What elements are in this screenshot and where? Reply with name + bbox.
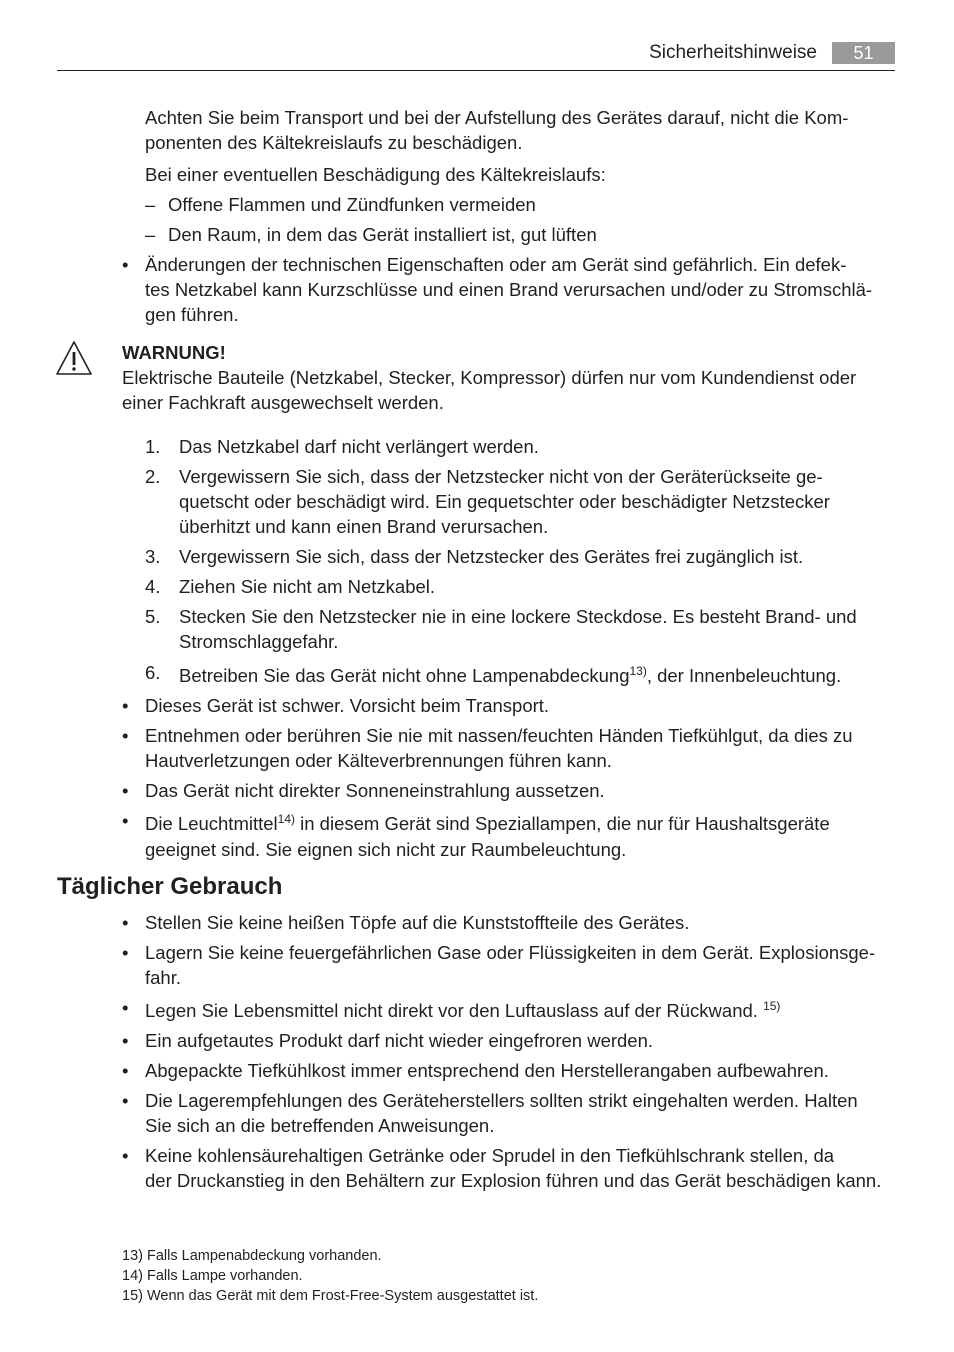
bullet-1-line-2: tes Netzkabel kann Kurzschlüsse und einen Brand verursachen und/oder zu Stromschlä-	[145, 279, 873, 300]
daily-bullet-7-line-1: Keine kohlensäurehaltigen Getränke oder Sprudel in den Tiefkühlschrank stellen, da	[145, 1145, 835, 1166]
bullet-marker: •	[122, 254, 129, 275]
numbered-item-5-line-1: Stecken Sie den Netzstecker nie in eine lockere Steckdose. Es besteht Brand- und	[179, 606, 857, 627]
bullet-5-line-2: geeignet sind. Sie eignen sich nicht zur Raumbeleuchtung.	[145, 839, 627, 860]
daily-bullet-7-line-2: der Druckanstieg in den Behältern zur Explosion führen und das Gerät beschädigen kann.	[145, 1170, 882, 1191]
bullet-3-line-2: Hautverletzungen oder Kälteverbrennungen führen kann.	[145, 750, 612, 771]
numbered-item-3: Vergewissern Sie sich, dass der Netzstecker des Gerätes frei zugänglich ist.	[179, 546, 804, 567]
bullet-marker: •	[122, 810, 129, 831]
numbered-item-2-line-2: quetscht oder beschädigt wird. Ein gequetschter oder beschädigter Netzstecker	[179, 491, 830, 512]
dash-marker: –	[145, 194, 156, 215]
footnote-15: 15) Wenn das Gerät mit dem Frost-Free-System ausgestattet ist.	[122, 1288, 539, 1304]
bullet-1-line-1: Änderungen der technischen Eigenschaften oder am Gerät sind gefährlich. Ein defek-	[145, 254, 847, 275]
bullet-5-text-end: in diesem Gerät sind Speziallampen, die nur für Haushaltsgeräte	[295, 813, 830, 834]
bullet-marker: •	[122, 780, 129, 801]
daily-bullet-6-line-1: Die Lagerempfehlungen des Geräteherstellers sollten strikt eingehalten werden. Halten	[145, 1090, 858, 1111]
list-number: 3.	[145, 546, 161, 567]
bullet-marker: •	[122, 1060, 129, 1081]
intro-line-2: ponenten des Kältekreislaufs zu beschädigen.	[145, 132, 523, 153]
daily-bullet-4: Ein aufgetautes Produkt darf nicht wieder eingefroren werden.	[145, 1030, 654, 1051]
bullet-1-line-3: gen führen.	[145, 304, 239, 325]
daily-bullet-5: Abgepackte Tiefkühlkost immer entsprechend den Herstellerangaben aufbewahren.	[145, 1060, 829, 1081]
numbered-item-6	[179, 663, 841, 688]
intro-paragraph-2: Bei einer eventuellen Beschädigung des Kältekreislaufs:	[145, 164, 606, 185]
bullet-5-line-1	[145, 811, 830, 836]
bullet-marker: •	[122, 912, 129, 933]
page-number: 51	[832, 42, 895, 64]
daily-bullet-6-line-2: Sie sich an die betreffenden Anweisungen.	[145, 1115, 495, 1136]
numbered-item-2-line-3: überhitzt und kann einen Brand verursachen.	[179, 516, 549, 537]
warning-line-1: Elektrische Bauteile (Netzkabel, Stecker, Kompressor) dürfen nur vom Kundendienst oder	[122, 367, 857, 388]
warning-title: WARNUNG!	[122, 342, 226, 363]
intro-line-1: Achten Sie beim Transport und bei der Aufstellung des Gerätes darauf, nicht die Kom-	[145, 107, 849, 128]
warning-triangle-icon	[55, 340, 93, 376]
numbered-item-4: Ziehen Sie nicht am Netzkabel.	[179, 576, 436, 597]
footnote-14: 14) Falls Lampe vorhanden.	[122, 1268, 303, 1284]
bullet-marker: •	[122, 1030, 129, 1051]
list-number: 5.	[145, 606, 161, 627]
page-header	[57, 40, 895, 71]
dash-item-1: Offene Flammen und Zündfunken vermeiden	[168, 194, 536, 215]
numbered-item-6-text: Betreiben Sie das Gerät nicht ohne Lampenabdeckung	[179, 665, 630, 686]
header-title: Sicherheitshinweise	[649, 42, 817, 63]
numbered-item-5-line-2: Stromschlaggefahr.	[179, 631, 339, 652]
bullet-marker: •	[122, 695, 129, 716]
daily-bullet-2-line-2: fahr.	[145, 967, 181, 988]
bullet-marker: •	[122, 942, 129, 963]
bullet-2: Dieses Gerät ist schwer. Vorsicht beim Transport.	[145, 695, 550, 716]
bullet-marker: •	[122, 997, 129, 1018]
footnote-13: 13) Falls Lampenabdeckung vorhanden.	[122, 1248, 382, 1264]
bullet-3-line-1: Entnehmen oder berühren Sie nie mit nassen/feuchten Händen Tiefkühlgut, da dies zu	[145, 725, 853, 746]
daily-bullet-3-text: Legen Sie Lebensmittel nicht direkt vor den Luftauslass auf der Rückwand.	[145, 1000, 764, 1021]
list-number: 4.	[145, 576, 161, 597]
bullet-marker: •	[122, 1090, 129, 1111]
daily-bullet-3	[145, 998, 780, 1023]
dash-item-2: Den Raum, in dem das Gerät installiert ist, gut lüften	[168, 224, 597, 245]
bullet-4: Das Gerät nicht direkter Sonneneinstrahlung aussetzen.	[145, 780, 605, 801]
bullet-marker: •	[122, 1145, 129, 1166]
list-number: 6.	[145, 662, 161, 683]
daily-bullet-1: Stellen Sie keine heißen Töpfe auf die Kunststoffteile des Gerätes.	[145, 912, 690, 933]
numbered-item-1: Das Netzkabel darf nicht verlängert werden.	[179, 436, 539, 457]
bullet-5-text: Die Leuchtmittel	[145, 813, 278, 834]
bullet-marker: •	[122, 725, 129, 746]
warning-line-2: einer Fachkraft ausgewechselt werden.	[122, 392, 444, 413]
section-heading: Täglicher Gebrauch	[57, 873, 283, 900]
list-number: 1.	[145, 436, 161, 457]
daily-bullet-2-line-1: Lagern Sie keine feuergefährlichen Gase oder Flüssigkeiten in dem Gerät. Explosionsge-	[145, 942, 876, 963]
footnote-ref-14: 14)	[277, 812, 295, 826]
numbered-item-6-text-end: , der Innenbeleuchtung.	[646, 665, 842, 686]
footnote-ref-13: 13)	[629, 664, 647, 678]
dash-marker: –	[145, 224, 156, 245]
list-number: 2.	[145, 466, 161, 487]
footnote-ref-15: 15)	[763, 999, 781, 1013]
numbered-item-2-line-1: Vergewissern Sie sich, dass der Netzstecker nicht von der Geräterückseite ge-	[179, 466, 823, 487]
